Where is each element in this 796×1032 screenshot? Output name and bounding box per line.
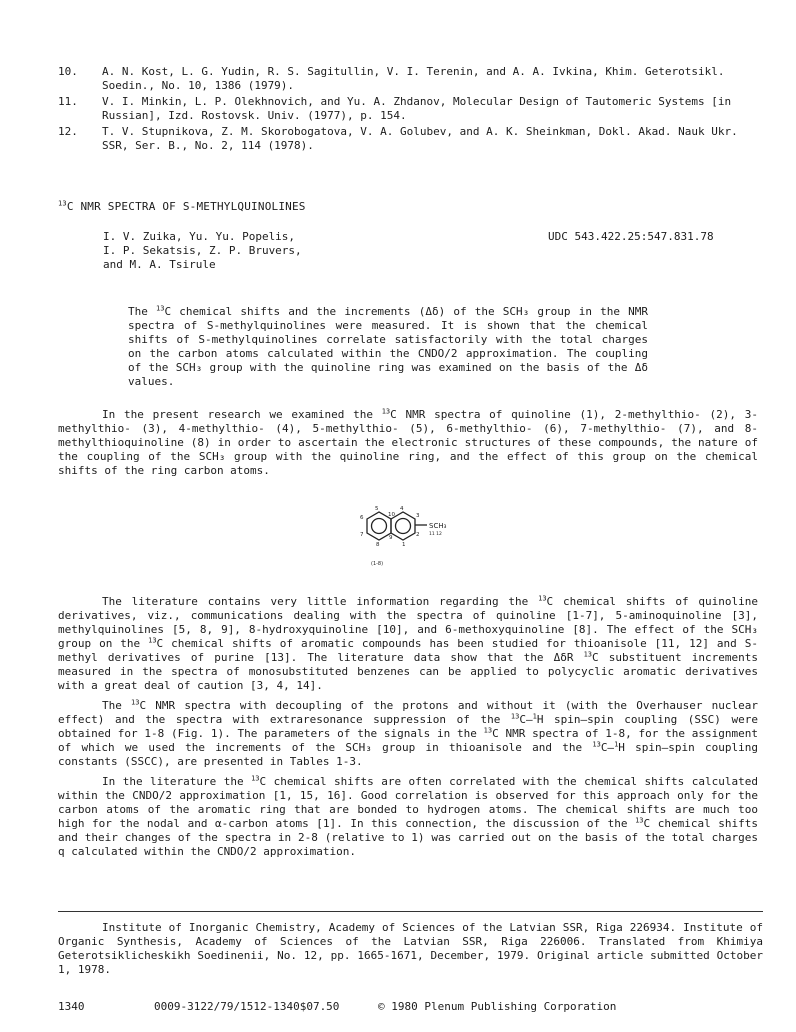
- page-number: 1340: [58, 1000, 85, 1013]
- atom-number: 3: [416, 513, 420, 519]
- superscript: 13: [583, 650, 593, 659]
- abstract-text: The: [128, 305, 157, 318]
- substituent-numbers: 11 12: [429, 532, 442, 537]
- introduction: [58, 408, 758, 478]
- structure-caption: (1-8): [371, 561, 384, 567]
- abstract-text: C chemical shifts and the increments (Δδ) of the SCH₃ group in the NMR spectra of S-methylquinolines were measured. It is shown that the chemical shifts of S-methylquinolines correlate satisfactorily with the total charges on the carbon atoms calculated within the CNDO/2 approximation. The coupling of the SCH₃ group with the quinoline ring was examined on the basis of the Δδ values.: [128, 305, 648, 388]
- paragraph-text: In the present research we examined the: [102, 408, 382, 421]
- paragraph-text: H spin—spin coupling constants (SSCC), are presented in Tables 1-3.: [58, 741, 759, 768]
- author-line: and M. A. Tsirule: [103, 258, 216, 271]
- article-title: [58, 200, 306, 214]
- affiliation-text: Institute of Inorganic Chemistry, Academy of Sciences of the Latvian SSR, Riga 226934. Institute of Organic Synthesis, Academy of Sciences of the Latvian SSR, Riga 226006. Translated from Khimiya Geterotsiklicheskikh Soedinenii, No. 12, pp. 1665-1671, December, 1979. Original article submitted October 1, 1978.: [58, 921, 763, 976]
- aromatic-circle: [396, 519, 411, 534]
- paragraph-text: C NMR spectra with decoupling of the protons and without it (with the Overhauser nuclear effect) and the spectra with extraresonance suppression of the: [58, 699, 758, 726]
- reference-text: V. I. Minkin, L. P. Olekhnovich, and Yu. A. Zhdanov, Molecular Design of Tautomeric Systems [in Russian], Izd. Rostovsk. Univ. (1977), p. 154.: [102, 95, 732, 122]
- udc-code: UDC 543.422.25:547.831.78: [548, 230, 714, 243]
- paragraph-text: C chemical shifts of quinoline derivatives, viz., communications dealing with the spectra of quinoline [1-7], 5-aminoquinoline [3], methylquinolines [5, 8, 9], 8-hydroxyquinoline [10], and 6-methoxyquinoline [8]. The effect of the SCH₃ group on the: [58, 595, 758, 650]
- author-list: [103, 230, 403, 272]
- paragraph-text: C substituent increments measured in the spectra of monosubstituted benzenes can be applied to polycyclic aromatic derivatives with a great deal of caution [3, 4, 14].: [58, 651, 758, 692]
- superscript: 13: [510, 712, 520, 721]
- affiliation-footnote: [58, 921, 763, 977]
- paragraph-text: C—: [600, 741, 615, 754]
- author-line: I. P. Sekatsis, Z. P. Bruvers,: [103, 244, 302, 257]
- reference-number: 10.: [58, 65, 78, 78]
- publication-code: 0009-3122/79/1512-1340$07.50: [154, 1000, 340, 1013]
- paragraph: [58, 408, 758, 478]
- superscript: 13: [156, 304, 165, 313]
- paragraph-text: H spin—spin coupling (SSC) were obtained for 1-8 (Fig. 1). The parameters of the signals in the: [58, 713, 758, 740]
- superscript: 13: [483, 726, 493, 735]
- paragraph-text: The: [102, 699, 132, 712]
- atom-number: 1: [402, 542, 406, 548]
- paragraph: [58, 699, 758, 769]
- atom-number: 9: [389, 535, 393, 541]
- atom-number: 5: [375, 506, 379, 512]
- aromatic-circle: [372, 519, 387, 534]
- reference-list: [58, 65, 758, 155]
- atom-number: 6: [360, 515, 364, 521]
- superscript: 13: [381, 407, 391, 416]
- reference-item: [58, 95, 758, 123]
- superscript: 1: [614, 740, 619, 749]
- atom-number: 8: [376, 542, 380, 548]
- reference-text: T. V. Stupnikova, Z. M. Skorobogatova, V. A. Golubev, and A. K. Sheinkman, Dokl. Akad. Nauk Ukr. SSR, Ser. B., No. 2, 114 (1978).: [102, 125, 738, 152]
- quinoline-structure-diagram: [345, 505, 465, 577]
- atom-number: 2: [416, 532, 420, 538]
- superscript: 1: [532, 712, 537, 721]
- superscript: 13: [251, 774, 260, 783]
- atom-number: 7: [360, 532, 364, 538]
- superscript: 13: [592, 740, 601, 749]
- reference-number: 11.: [58, 95, 78, 108]
- reference-text: A. N. Kost, L. G. Yudin, R. S. Sagitullin, V. I. Terenin, and A. A. Ivkina, Khim. Geterotsikl. Soedin., No. 10, 1386 (1979).: [102, 65, 725, 92]
- article-title-text: C NMR SPECTRA OF S-METHYLQUINOLINES: [66, 200, 306, 213]
- substituent-label: SCH₃: [429, 522, 447, 530]
- paragraph-text: C chemical shifts are often correlated with the chemical shifts calculated within the CNDO/2 approximation [1, 15, 16]. Good correlation is observed for this approach only for the carbon atoms of the aromatic ring that are bonded to hydrogen atoms. The chemical shifts are much too high for the nodal and α-carbon atoms [1]. In this connection, the discussion of the: [58, 775, 758, 830]
- copyright-notice: © 1980 Plenum Publishing Corporation: [378, 1000, 617, 1013]
- reference-number: 12.: [58, 125, 78, 138]
- paragraph: [58, 595, 758, 693]
- reference-item: [58, 125, 758, 153]
- atom-number: 4: [400, 506, 404, 512]
- paragraph-text: In the literature the: [102, 775, 252, 788]
- paragraph-text: C—: [519, 713, 533, 726]
- paragraph-text: C NMR spectra of 1-8, for the assignment of which we used the increments of the SCH₃ group in thioanisole and the: [58, 727, 759, 754]
- author-line: I. V. Zuika, Yu. Yu. Popelis,: [103, 230, 296, 243]
- footnote-divider: [58, 911, 763, 912]
- superscript: 13: [131, 698, 140, 707]
- superscript: 13: [538, 594, 547, 603]
- paragraph-text: C NMR spectra of quinoline (1), 2-methylthio- (2), 3-methylthio- (3), 4-methylthio- (4), 5-methylthio- (5), 6-methylthio- (6), 7-methylthio- (7), and 8-methylthioquinoline (8) in order to ascertain the electronic structures of these compounds, the nature of the coupling of the SCH₃ group with the quinoline ring, and the effect of this group on the chemical shifts of the ring carbon atoms.: [58, 408, 759, 477]
- abstract: [128, 305, 648, 389]
- paragraph-text: C chemical shifts and their changes of the spectra in 2-8 (relative to 1) was carried out on the basis of the total charges q calculated within the CNDO/2 approximation.: [58, 817, 758, 858]
- article-body: [58, 595, 758, 865]
- atom-number: 10: [388, 512, 395, 518]
- paragraph-text: C chemical shifts of aromatic compounds has been studied for thioanisole [11, 12] and S-methyl derivatives of purine [13]. The literature data show that the ΔδR: [58, 637, 759, 664]
- superscript: 13: [58, 199, 67, 208]
- paragraph-text: The literature contains very little information regarding the: [102, 595, 539, 608]
- superscript: 13: [635, 816, 644, 825]
- reference-item: [58, 65, 758, 93]
- paragraph: [58, 775, 758, 859]
- superscript: 13: [148, 636, 157, 645]
